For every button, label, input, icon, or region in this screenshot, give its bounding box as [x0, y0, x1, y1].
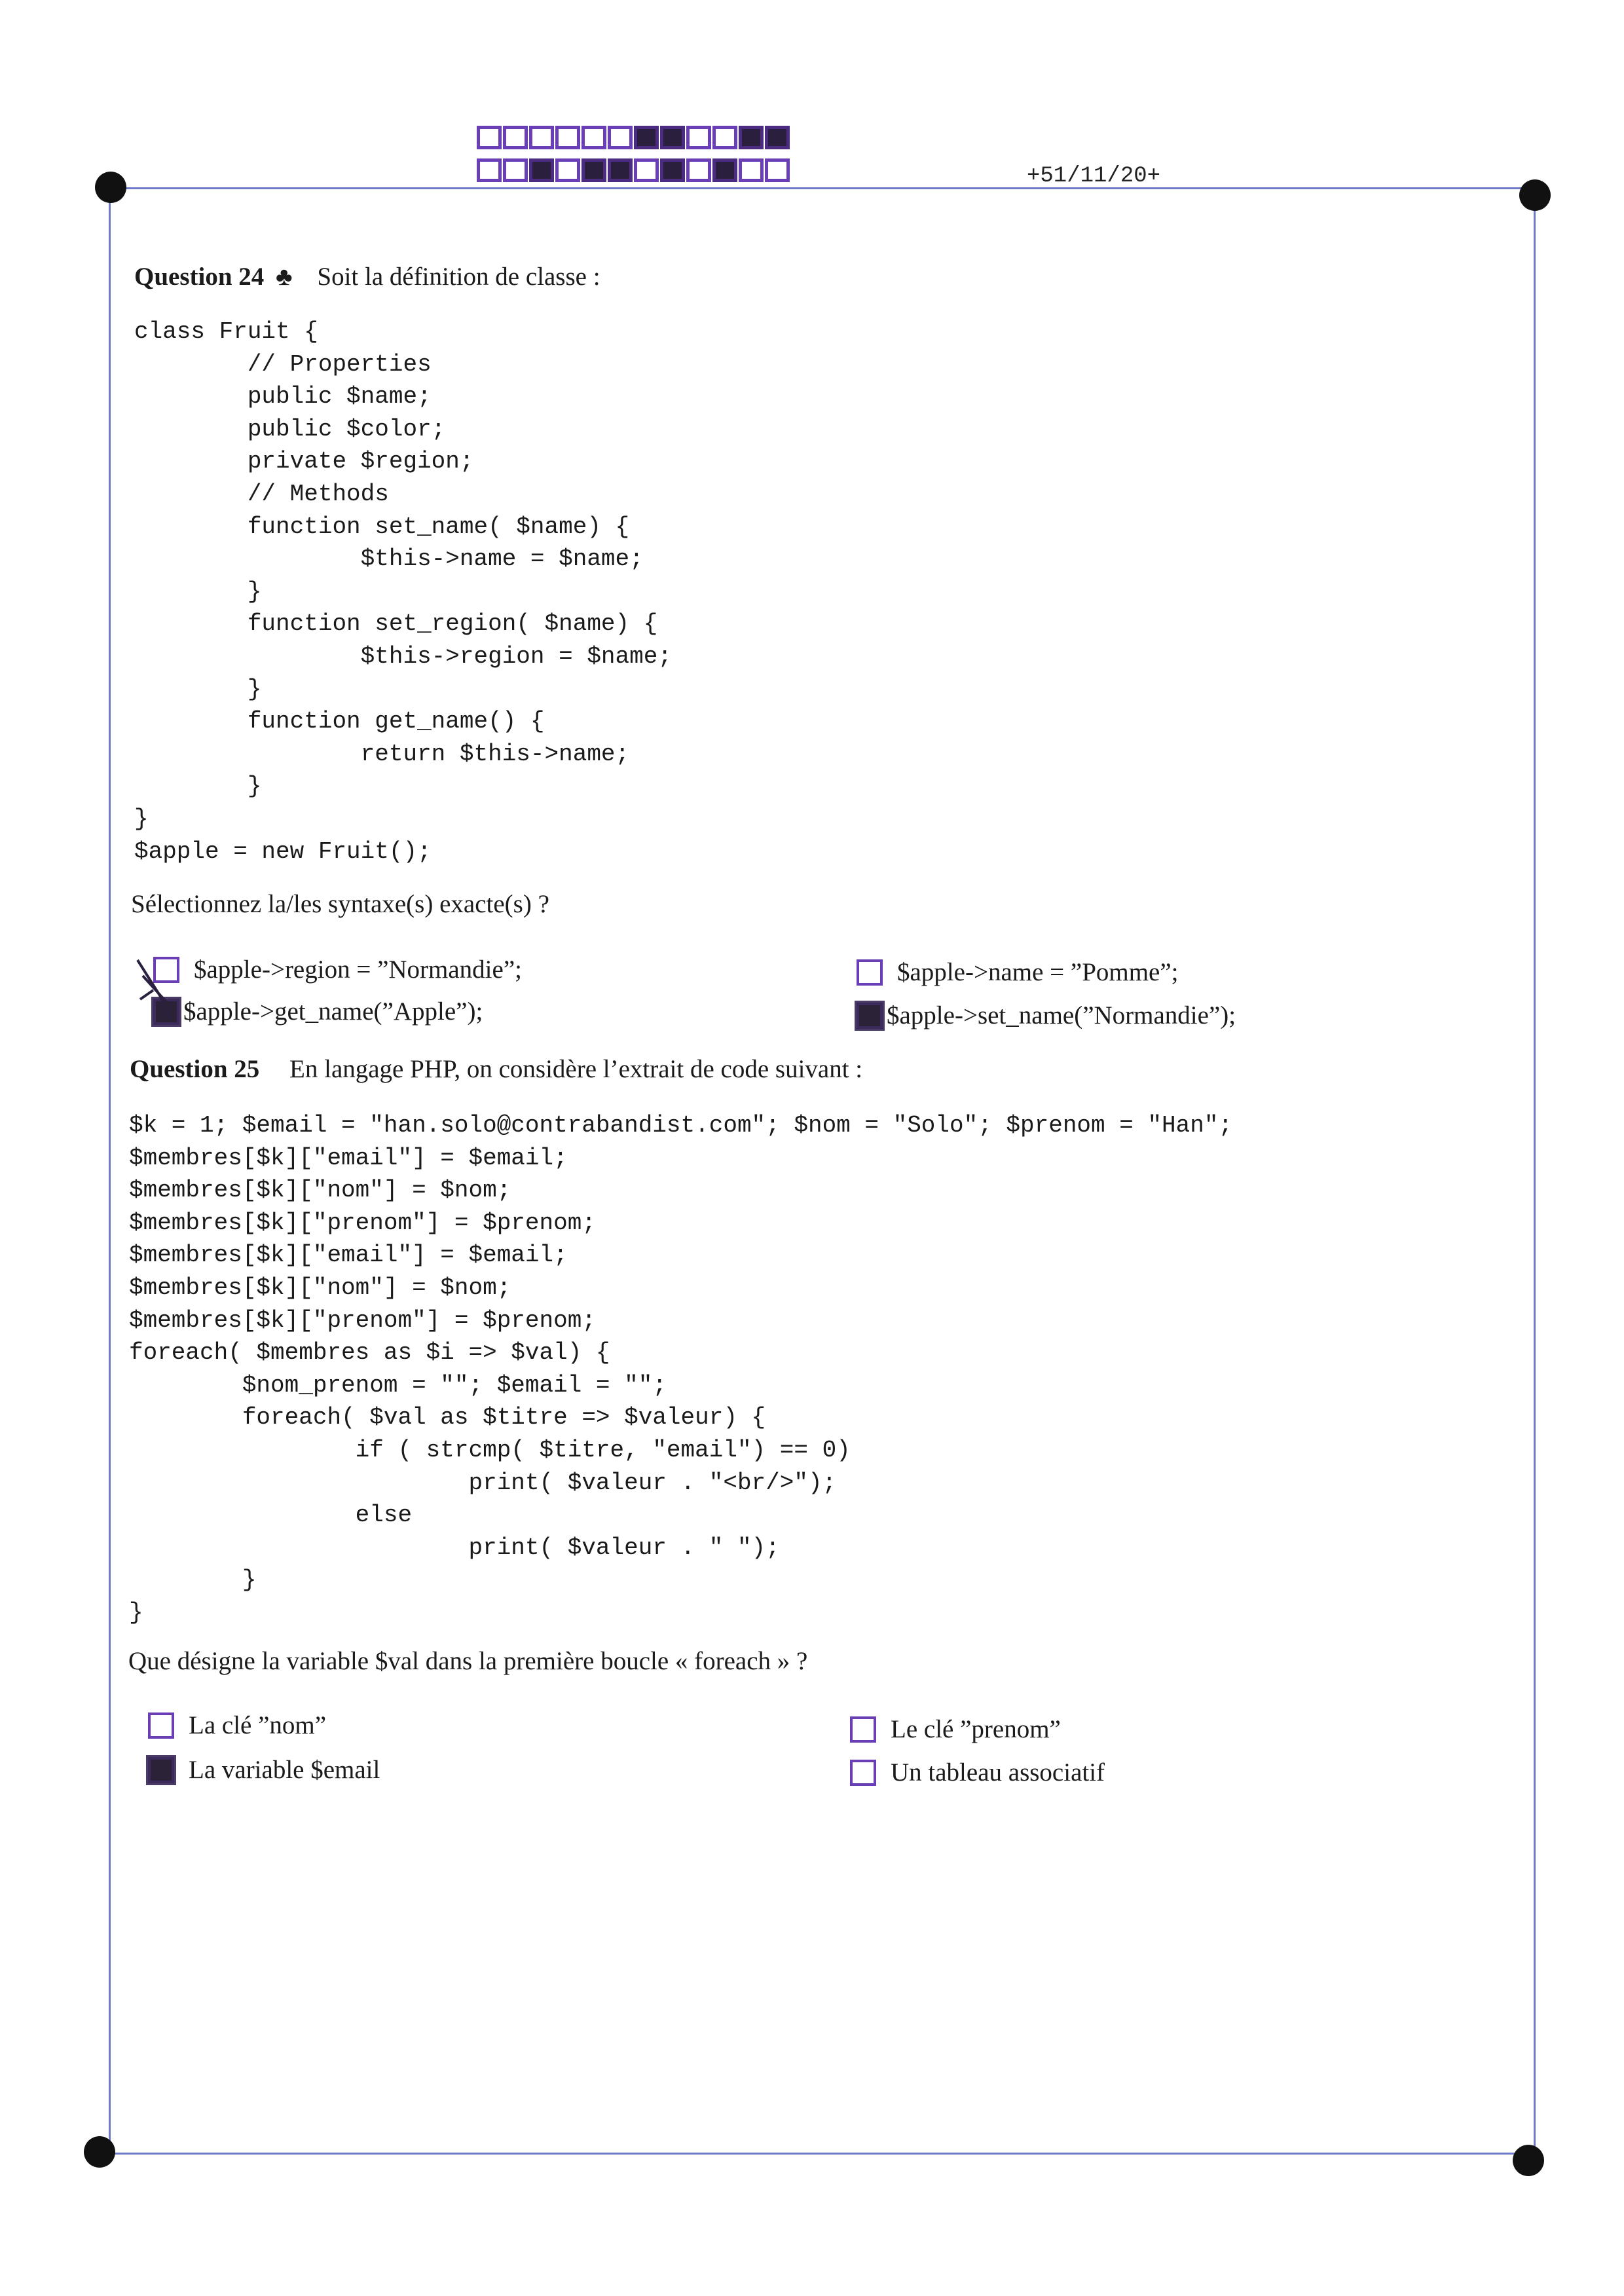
q25-answer-4[interactable] — [850, 1758, 1105, 1787]
corner-marker-bottom-left — [84, 2136, 115, 2168]
q25-answer-3-text: Le clé ”prenom” — [891, 1715, 1061, 1743]
frame-right-line — [1534, 196, 1536, 2161]
q24-answer-4[interactable] — [857, 1001, 1236, 1030]
q24-answer-3[interactable] — [857, 957, 1179, 987]
barcode-bottom-cell — [765, 158, 790, 182]
barcode-bottom-cell — [555, 158, 580, 182]
barcode-top-cell — [555, 126, 580, 149]
barcode-bottom-cell — [529, 158, 554, 182]
question-25-code: $k = 1; $email = "han.solo@contrabandist.com"; $nom = "Solo"; $prenom = "Han"; $membres[$k]["email"] = $email; $membres[$k]["nom"] = $nom; $membres[$k]["prenom"] = $prenom; $membres[$k]["email"] = $email; $membres[$k]["nom"] = $nom; $membres[$k]["prenom"] = $prenom; foreach( $membres as $i => $val) { $nom_prenom = ""; $email = ""; foreach( $val as $titre => $valeur) { if ( strcmp( $titre, "email") == 0) print( $valeur . "<br/>"); else print( $valeur . " "); } } — [129, 1112, 1233, 1626]
pen-scribble-mark — [134, 956, 179, 1028]
barcode-top-cell — [529, 126, 554, 149]
barcode-top-cell — [581, 126, 606, 149]
question-24-heading — [134, 262, 600, 291]
q25-checkbox-3[interactable] — [850, 1716, 876, 1743]
barcode-top-cell — [477, 126, 502, 149]
barcode-bottom-row — [477, 158, 791, 182]
q25-checkbox-2[interactable] — [148, 1757, 174, 1783]
q24-checkbox-4[interactable] — [857, 1003, 883, 1029]
q24-answer-1-text: $apple->region = ”Normandie”; — [194, 955, 522, 984]
q25-checkbox-4[interactable] — [850, 1760, 876, 1786]
barcode-bottom-cell — [581, 158, 606, 182]
q24-answer-3-text: $apple->name = ”Pomme”; — [897, 958, 1179, 986]
barcode-bottom-cell — [739, 158, 764, 182]
q24-answer-2[interactable] — [153, 997, 483, 1026]
barcode-top-row — [477, 126, 791, 149]
question-25-prompt: Que désigne la variable $val dans la première boucle « foreach » ? — [128, 1647, 808, 1675]
q24-answer-2-text: $apple->get_name(”Apple”); — [183, 997, 483, 1026]
club-icon: ♣ — [276, 263, 293, 291]
barcode-top-cell — [503, 126, 528, 149]
q25-checkbox-1[interactable] — [148, 1713, 174, 1739]
barcode-bottom-cell — [686, 158, 711, 182]
q24-checkbox-3[interactable] — [857, 959, 883, 986]
q24-answer-1[interactable] — [153, 955, 522, 984]
question-24-prompt: Sélectionnez la/les syntaxe(s) exacte(s) ? — [131, 890, 549, 918]
question-24-code: class Fruit { // Properties public $name; public $color; private $region; // Methods function set_name( $name) { $this->name = $name; } function set_region( $name) { $this->region = $name; } function get_name() { return $this->name; } } $apple = new Fruit(); — [134, 318, 672, 865]
barcode-bottom-cell — [503, 158, 528, 182]
corner-marker-bottom-right — [1513, 2145, 1544, 2176]
q25-answer-3[interactable] — [850, 1714, 1061, 1744]
question-25-heading — [130, 1054, 862, 1084]
q25-answer-1[interactable] — [148, 1711, 326, 1740]
question-24-label: Question 24 — [134, 263, 265, 291]
corner-marker-top-left — [95, 172, 126, 203]
frame-left-line — [109, 190, 111, 2161]
barcode-top-cell — [765, 126, 790, 149]
page-id: +51/11/20+ — [1027, 164, 1161, 189]
barcode-top-cell — [660, 126, 685, 149]
barcode-bottom-cell — [634, 158, 659, 182]
barcode-top-cell — [634, 126, 659, 149]
q25-answer-1-text: La clé ”nom” — [189, 1711, 327, 1739]
barcode-top-cell — [739, 126, 764, 149]
barcode-bottom-cell — [477, 158, 502, 182]
barcode-bottom-cell — [608, 158, 633, 182]
barcode-bottom-cell — [660, 158, 685, 182]
q24-answer-4-text: $apple->set_name(”Normandie”); — [887, 1001, 1236, 1029]
question-25-intro: En langage PHP, on considère l’extrait de code suivant : — [289, 1055, 863, 1083]
question-24-intro: Soit la définition de classe : — [317, 263, 600, 291]
barcode-bottom-cell — [712, 158, 737, 182]
frame-top-line — [111, 187, 1538, 189]
frame-bottom-line — [98, 2153, 1532, 2155]
question-25-label: Question 25 — [130, 1055, 260, 1083]
corner-marker-top-right — [1519, 179, 1551, 211]
q25-answer-4-text: Un tableau associatif — [891, 1758, 1105, 1787]
q25-answer-2-text: La variable $email — [189, 1756, 380, 1784]
barcode-top-cell — [712, 126, 737, 149]
q25-answer-2[interactable] — [148, 1755, 380, 1785]
barcode-top-cell — [686, 126, 711, 149]
barcode-top-cell — [608, 126, 633, 149]
